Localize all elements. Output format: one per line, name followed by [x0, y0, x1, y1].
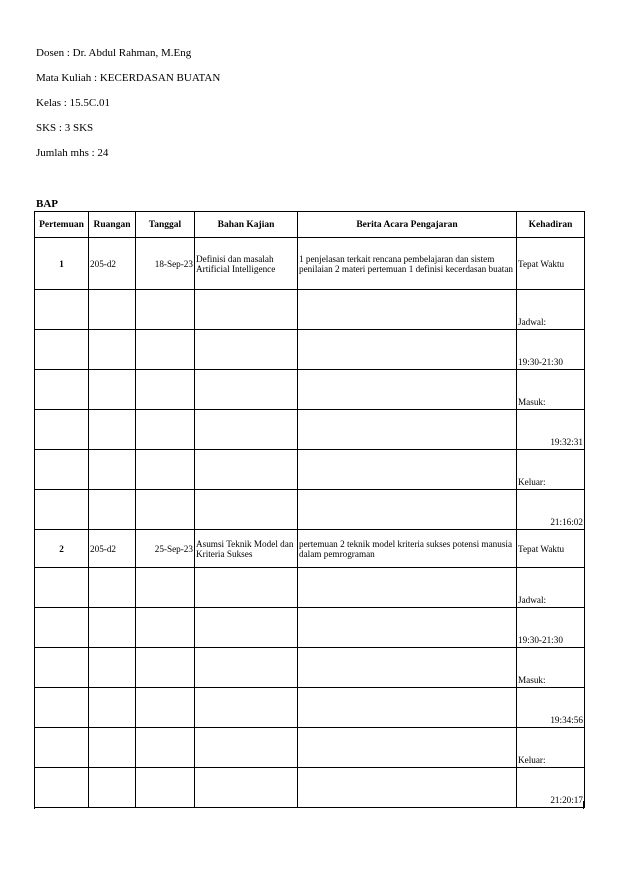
empty-cell [35, 370, 89, 410]
jadwal-label-cell: Jadwal: [517, 568, 585, 608]
mata-kuliah-line: Mata Kuliah : KECERDASAN BUATAN [36, 72, 221, 84]
col-tanggal: Tanggal [136, 212, 195, 238]
col-bahan-kajian: Bahan Kajian [195, 212, 298, 238]
table-row [35, 290, 585, 330]
empty-cell [195, 490, 298, 530]
empty-cell [298, 490, 517, 530]
keluar-value-cell: 21:20:17 [517, 768, 585, 808]
empty-cell [298, 568, 517, 608]
table-row [35, 608, 585, 648]
keluar-label-cell: Keluar: [517, 450, 585, 490]
bahan-kajian-cell: Definisi dan masalah Artificial Intelligence [195, 238, 298, 290]
empty-cell [136, 370, 195, 410]
table-header-row [35, 212, 585, 238]
tanggal-cell: 25-Sep-23 [136, 530, 195, 568]
dosen-line: Dosen : Dr. Abdul Rahman, M.Eng [36, 47, 192, 59]
empty-cell [89, 370, 136, 410]
masuk-label-cell: Masuk: [517, 370, 585, 410]
empty-cell [136, 450, 195, 490]
bap-table [34, 211, 585, 808]
empty-cell [195, 728, 298, 768]
empty-cell [298, 608, 517, 648]
empty-cell [136, 410, 195, 450]
empty-cell [298, 330, 517, 370]
table-row [35, 330, 585, 370]
empty-cell [89, 568, 136, 608]
empty-cell [195, 688, 298, 728]
empty-cell [136, 688, 195, 728]
empty-cell [89, 410, 136, 450]
kehadiran-status-cell: Tepat Waktu [517, 530, 585, 568]
col-pertemuan: Pertemuan [35, 212, 89, 238]
jumlah-mhs-line: Jumlah mhs : 24 [36, 147, 109, 159]
empty-cell [89, 290, 136, 330]
empty-cell [136, 608, 195, 648]
table-row [35, 530, 585, 568]
empty-cell [89, 688, 136, 728]
ruangan-cell: 205-d2 [89, 238, 136, 290]
empty-cell [298, 688, 517, 728]
tanggal-cell: 18-Sep-23 [136, 238, 195, 290]
empty-cell [298, 370, 517, 410]
table-row [35, 688, 585, 728]
table-row [35, 410, 585, 450]
empty-cell [136, 728, 195, 768]
sks-line: SKS : 3 SKS [36, 122, 94, 134]
jadwal-value-cell: 19:30-21:30 [517, 608, 585, 648]
keluar-value-cell: 21:16:02 [517, 490, 585, 530]
masuk-value-cell: 19:32:31 [517, 410, 585, 450]
empty-cell [89, 608, 136, 648]
bap-label: BAP [36, 198, 58, 210]
bahan-kajian-cell: Asumsi Teknik Model dan Kriteria Sukses [195, 530, 298, 568]
empty-cell [136, 648, 195, 688]
table-row [35, 728, 585, 768]
empty-cell [35, 410, 89, 450]
empty-cell [136, 568, 195, 608]
jadwal-value-cell: 19:30-21:30 [517, 330, 585, 370]
berita-acara-cell: 1 penjelasan terkait rencana pembelajaran dan sistem penilaian 2 materi pertemuan 1 definisi kecerdasan buatan [298, 238, 517, 290]
pertemuan-cell: 1 [35, 238, 89, 290]
empty-cell [298, 410, 517, 450]
table-row [35, 450, 585, 490]
empty-cell [89, 490, 136, 530]
masuk-label-cell: Masuk: [517, 648, 585, 688]
empty-cell [195, 648, 298, 688]
col-kehadiran: Kehadiran [517, 212, 585, 238]
empty-cell [298, 290, 517, 330]
pertemuan-cell: 2 [35, 530, 89, 568]
table-row [35, 238, 585, 290]
empty-cell [195, 410, 298, 450]
empty-cell [195, 290, 298, 330]
empty-cell [35, 608, 89, 648]
empty-cell [89, 450, 136, 490]
empty-cell [136, 290, 195, 330]
empty-cell [89, 728, 136, 768]
col-ruangan: Ruangan [89, 212, 136, 238]
empty-cell [35, 568, 89, 608]
berita-acara-cell: pertemuan 2 teknik model kriteria sukses potensi manusia dalam pemrograman [298, 530, 517, 568]
empty-cell [195, 568, 298, 608]
kelas-line: Kelas : 15.5C.01 [36, 97, 110, 109]
keluar-label-cell: Keluar: [517, 728, 585, 768]
jadwal-label-cell: Jadwal: [517, 290, 585, 330]
empty-cell [89, 648, 136, 688]
table-row [35, 568, 585, 608]
empty-cell [298, 728, 517, 768]
empty-cell [35, 450, 89, 490]
empty-cell [195, 450, 298, 490]
empty-cell [35, 490, 89, 530]
table-row [35, 490, 585, 530]
ruangan-cell: 205-d2 [89, 530, 136, 568]
table-row [35, 370, 585, 410]
empty-cell [35, 728, 89, 768]
empty-cell [136, 330, 195, 370]
table-continuation-edge [34, 801, 584, 809]
empty-cell [136, 490, 195, 530]
table-row [35, 648, 585, 688]
col-berita-acara: Berita Acara Pengajaran [298, 212, 517, 238]
kehadiran-status-cell: Tepat Waktu [517, 238, 585, 290]
empty-cell [195, 608, 298, 648]
empty-cell [195, 330, 298, 370]
empty-cell [35, 290, 89, 330]
empty-cell [89, 330, 136, 370]
empty-cell [35, 648, 89, 688]
empty-cell [35, 688, 89, 728]
empty-cell [35, 330, 89, 370]
masuk-value-cell: 19:34:56 [517, 688, 585, 728]
empty-cell [298, 450, 517, 490]
empty-cell [195, 370, 298, 410]
empty-cell [298, 648, 517, 688]
